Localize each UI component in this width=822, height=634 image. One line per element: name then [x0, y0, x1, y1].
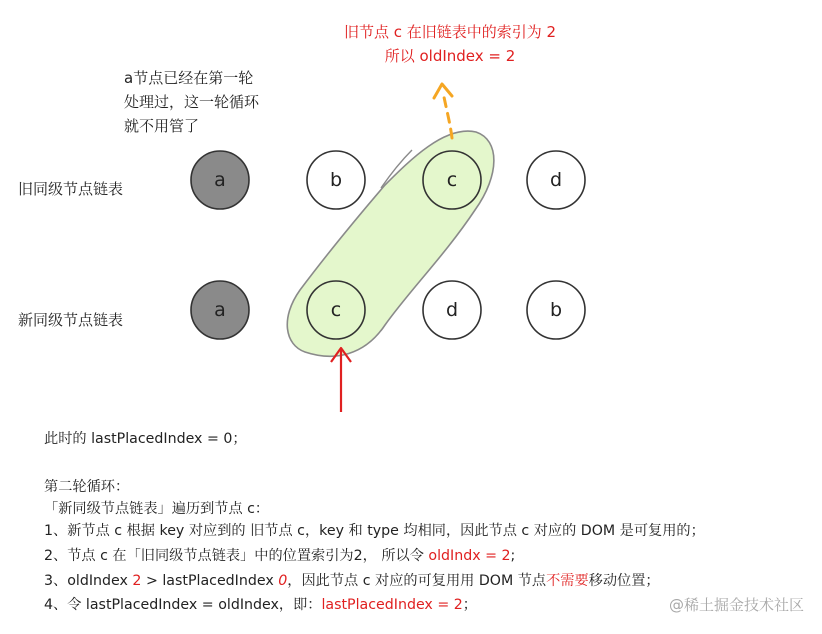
- desc-line0: 此时的 lastPlacedIndex = 0；: [44, 431, 247, 447]
- desc-line5-c: > lastPlacedIndex: [141, 573, 279, 589]
- old-node-c-label: c: [446, 169, 458, 191]
- old-node-d-label: d: [549, 169, 563, 191]
- desc-line6-post: ；: [462, 597, 477, 613]
- orange-dashed-arrow: [443, 92, 452, 138]
- watermark: @稀土掘金技术社区: [668, 596, 804, 614]
- old-list-label: 旧同级节点链表: [18, 180, 124, 198]
- desc-line3: 1、新节点 c 根据 key 对应到的 旧节点 c，key 和 type 均相同，因此节点 c 对应的 DOM 是可复用的；: [44, 523, 705, 539]
- desc-line5-b: 2: [132, 573, 142, 589]
- new-node-b-label: b: [549, 299, 563, 321]
- new-node-c-label: c: [330, 299, 342, 321]
- desc-line5-d: 0: [278, 573, 288, 589]
- desc-line5: [44, 570, 660, 592]
- desc-line6-red: lastPlacedIndex = 2: [321, 597, 463, 613]
- new-node-d-label: d: [445, 299, 459, 321]
- new-node-a-label: a: [214, 299, 226, 321]
- desc-line4-post: ;: [510, 548, 516, 564]
- note-line1: a节点已经在第一轮: [124, 69, 254, 87]
- old-node-a-label: a: [214, 169, 226, 191]
- top-annotation-line2: 所以 oldIndex = 2: [384, 47, 516, 65]
- top-annotation: [300, 20, 600, 68]
- note-node-a: [124, 66, 259, 138]
- desc-line4-red: oldIndx = 2: [428, 548, 511, 564]
- desc-line2: 「新同级节点链表」遍历到节点 c：: [44, 501, 270, 517]
- new-list-label: 新同级节点链表: [18, 311, 124, 329]
- note-line2: 处理过，这一轮循环: [124, 93, 260, 111]
- top-annotation-line1: 旧节点 c 在旧链表中的索引为 2: [343, 23, 557, 41]
- old-node-b-label: b: [329, 169, 343, 191]
- desc-line5-f: 不需要: [546, 573, 589, 589]
- orange-arrow-head: [434, 84, 452, 98]
- desc-line6: [44, 594, 477, 616]
- desc-line6-pre: 4、令 lastPlacedIndex = oldIndex，即：: [44, 597, 322, 613]
- desc-line4: [44, 545, 515, 567]
- desc-line5-a: 3、oldIndex: [44, 573, 133, 589]
- note-line3: 就不用管了: [124, 117, 200, 135]
- desc-line5-e: ，因此节点 c 对应的可复用用 DOM 节点: [287, 573, 547, 589]
- desc-line4-pre: 2、节点 c 在「旧同级节点链表」中的位置索引为2， 所以令: [44, 548, 429, 564]
- desc-line5-g: 移动位置；: [588, 573, 660, 589]
- desc-line1: 第二轮循环：: [44, 479, 130, 495]
